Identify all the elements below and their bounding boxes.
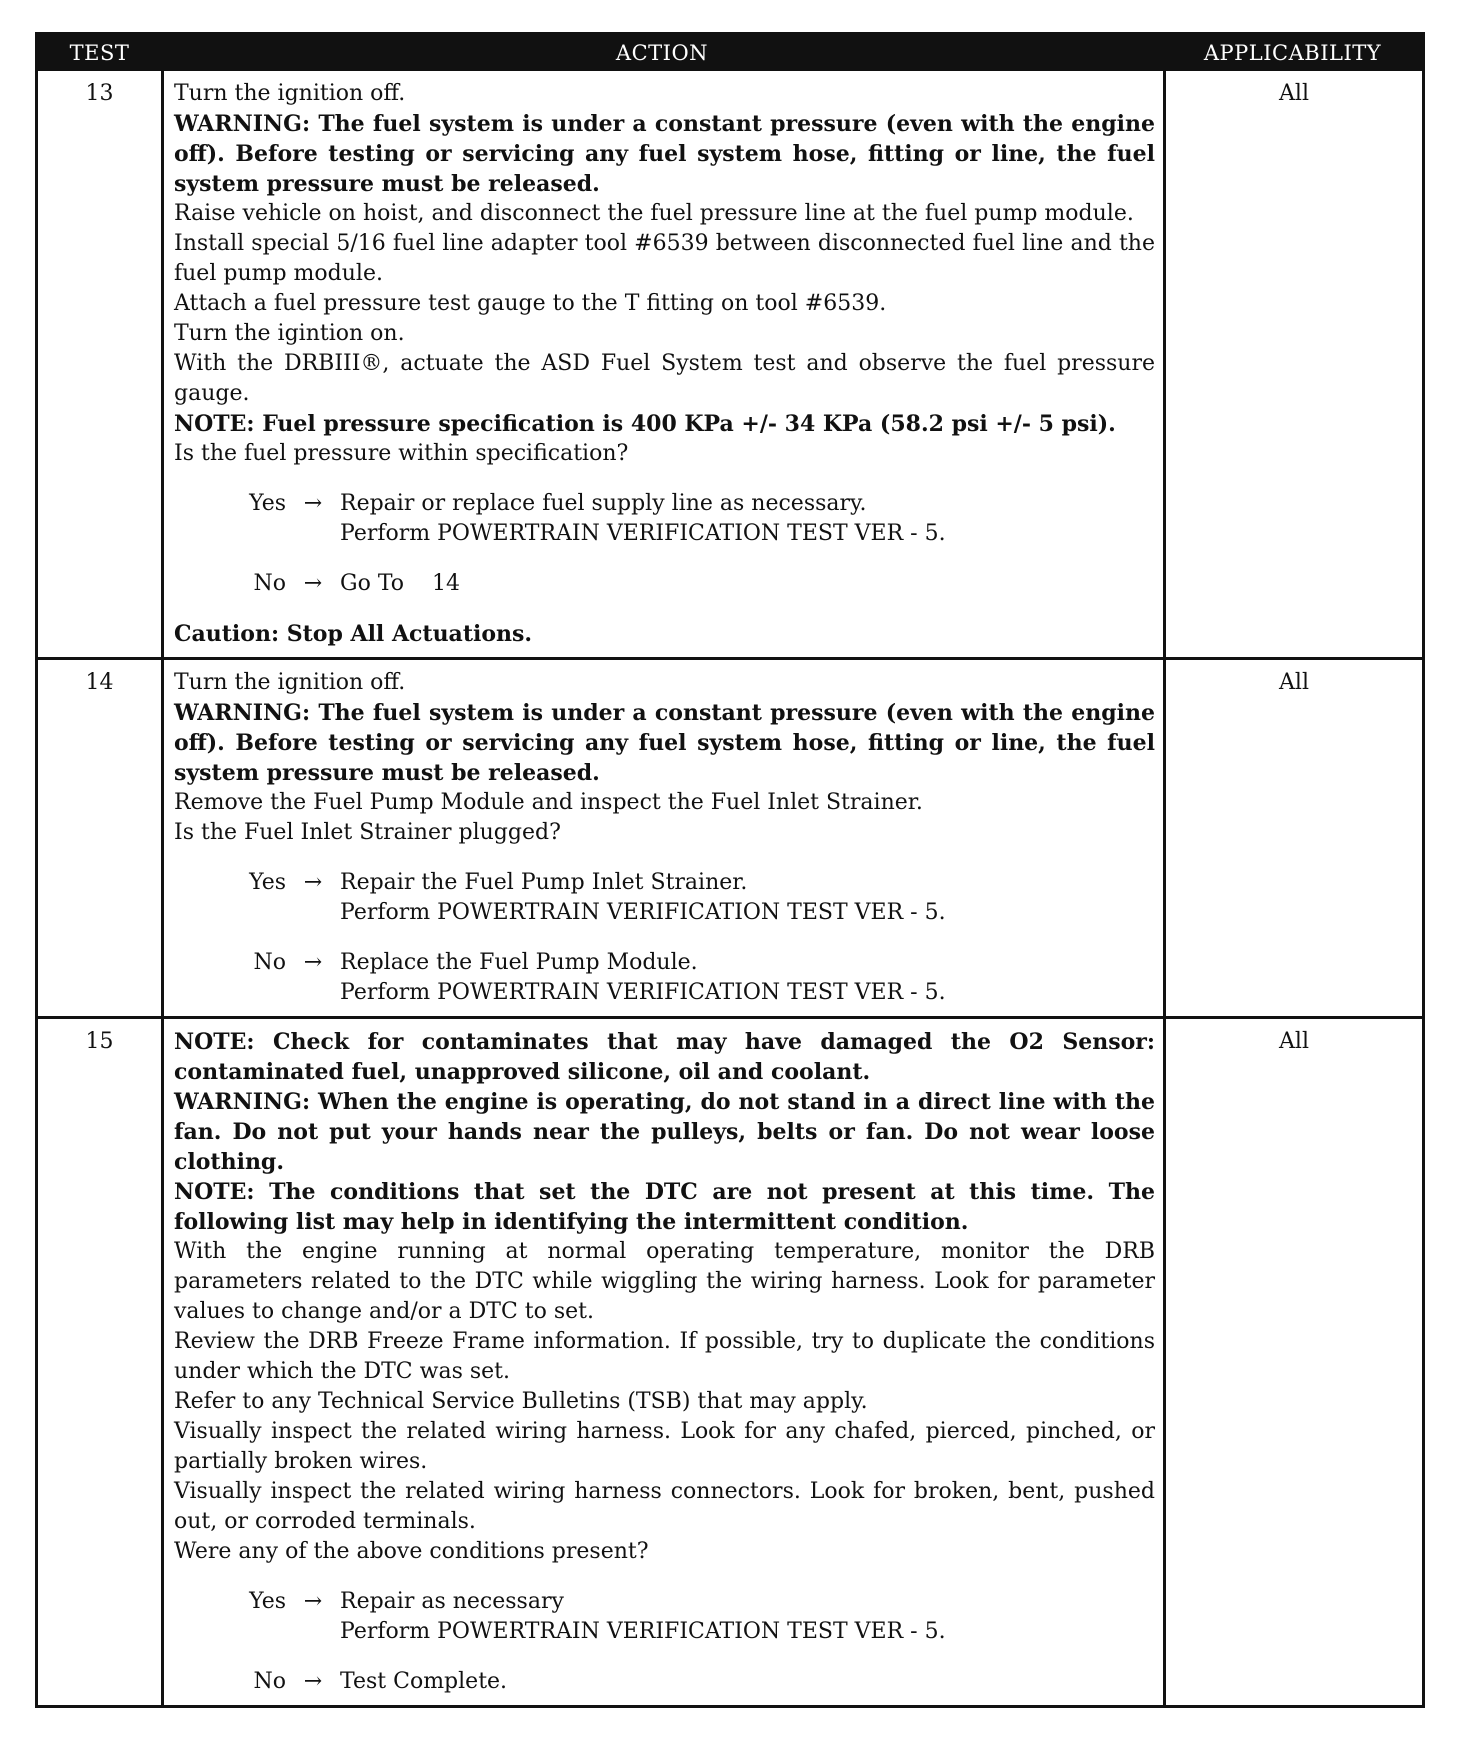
answer-branch bbox=[174, 1667, 1155, 1697]
answer-line: Repair as necessary bbox=[340, 1589, 564, 1614]
action-paragraph: Review the DRB Freeze Frame information. If possible, try to duplicate the conditions under which the DTC was set. bbox=[174, 1329, 1155, 1384]
answer-label: Yes bbox=[249, 870, 286, 895]
action-paragraph: WARNING: The fuel system is under a constant pressure (even with the engine off). Before testing or servicing any fuel system hose, fitting or line, the fuel system pressure must be released. bbox=[174, 700, 1155, 786]
applicability: All bbox=[1279, 670, 1309, 695]
answer-branch bbox=[174, 489, 1155, 549]
table-header bbox=[38, 35, 1422, 71]
answer-line: Replace the Fuel Pump Module. bbox=[340, 950, 698, 975]
action-paragraph: Turn the igintion on. bbox=[174, 321, 405, 346]
answer-branch bbox=[174, 1587, 1155, 1647]
answer-line: Test Complete. bbox=[340, 1669, 508, 1694]
answer-line: Perform POWERTRAIN VERIFICATION TEST VER - 5. bbox=[340, 900, 946, 925]
test-number: 13 bbox=[38, 71, 164, 657]
action-paragraph: Is the Fuel Inlet Strainer plugged? bbox=[174, 820, 561, 845]
test-number: 14 bbox=[38, 660, 164, 1016]
applicability: All bbox=[1279, 81, 1309, 106]
answer-branch bbox=[174, 868, 1155, 928]
table-row bbox=[38, 1016, 1422, 1705]
arrow-icon: → bbox=[303, 491, 323, 516]
test-number: 15 bbox=[38, 1019, 164, 1705]
action-paragraph: Visually inspect the related wiring harness. Look for any chafed, pierced, pinched, or partially broken wires. bbox=[174, 1419, 1155, 1474]
action-paragraph: NOTE: The conditions that set the DTC are not present at this time. The following list may help in identifying the intermittent condition. bbox=[174, 1179, 1155, 1235]
answer-branch bbox=[174, 569, 1155, 599]
answer-line: Perform POWERTRAIN VERIFICATION TEST VER - 5. bbox=[340, 521, 946, 546]
header-action: ACTION bbox=[615, 41, 709, 65]
diagnostic-test-table bbox=[35, 32, 1425, 1708]
arrow-icon: → bbox=[303, 950, 323, 975]
answer-label: Yes bbox=[249, 1589, 286, 1614]
action-paragraph: Turn the ignition off. bbox=[174, 670, 406, 695]
action-paragraph: Attach a fuel pressure test gauge to the T fitting on tool #6539. bbox=[174, 291, 887, 316]
table-row bbox=[38, 71, 1422, 657]
arrow-icon: → bbox=[303, 1589, 323, 1614]
arrow-icon: → bbox=[303, 571, 323, 596]
action-paragraph: NOTE: Check for contaminates that may have damaged the O2 Sensor: contaminated fuel, unapproved silicone, oil and coolant. bbox=[174, 1029, 1155, 1085]
action-paragraph: NOTE: Fuel pressure specification is 400 KPa +/- 34 KPa (58.2 psi +/- 5 psi). bbox=[174, 411, 1116, 437]
action-paragraph: Install special 5/16 fuel line adapter tool #6539 between disconnected fuel line and the fuel pump module. bbox=[174, 231, 1155, 286]
arrow-icon: → bbox=[303, 1669, 323, 1694]
table-row bbox=[38, 657, 1422, 1016]
action-paragraph: Visually inspect the related wiring harness connectors. Look for broken, bent, pushed out, or corroded terminals. bbox=[174, 1479, 1155, 1534]
action-paragraph: WARNING: The fuel system is under a constant pressure (even with the engine off). Before testing or servicing any fuel system hose, fitting or line, the fuel system pressure must be released. bbox=[174, 111, 1155, 197]
answer-label: No bbox=[253, 571, 286, 596]
answer-text bbox=[340, 1667, 1155, 1697]
action-cell bbox=[164, 71, 1166, 657]
answer-text bbox=[340, 569, 1155, 599]
action-cell bbox=[164, 660, 1166, 1016]
applicability: All bbox=[1279, 1029, 1309, 1054]
answer-branch bbox=[174, 948, 1155, 1008]
answer-text bbox=[340, 489, 1155, 549]
arrow-icon: → bbox=[303, 870, 323, 895]
answer-text bbox=[340, 948, 1155, 1008]
action-paragraph: Refer to any Technical Service Bulletins (TSB) that may apply. bbox=[174, 1389, 868, 1414]
answer-text bbox=[340, 1587, 1155, 1647]
table-body bbox=[38, 71, 1422, 1705]
header-test: TEST bbox=[69, 41, 130, 65]
action-paragraph: Remove the Fuel Pump Module and inspect the Fuel Inlet Strainer. bbox=[174, 790, 923, 815]
action-paragraph: Raise vehicle on hoist, and disconnect the fuel pressure line at the fuel pump module. bbox=[174, 201, 1134, 226]
caution-note: Caution: Stop All Actuations. bbox=[174, 621, 533, 647]
answer-line: Go To 14 bbox=[340, 571, 460, 596]
action-paragraph: Were any of the above conditions present? bbox=[174, 1539, 649, 1564]
answer-label: Yes bbox=[249, 491, 286, 516]
action-paragraph: With the DRBIII®, actuate the ASD Fuel System test and observe the fuel pressure gauge. bbox=[174, 351, 1155, 406]
answer-text bbox=[340, 868, 1155, 928]
answer-line: Perform POWERTRAIN VERIFICATION TEST VER - 5. bbox=[340, 1619, 946, 1644]
action-paragraph: With the engine running at normal operating temperature, monitor the DRB parameters related to the DTC while wiggling the wiring harness. Look for parameter values to change and/or a DTC to set. bbox=[174, 1239, 1155, 1324]
answer-line: Perform POWERTRAIN VERIFICATION TEST VER - 5. bbox=[340, 980, 946, 1005]
action-paragraph: Is the fuel pressure within specification? bbox=[174, 441, 629, 466]
answer-line: Repair the Fuel Pump Inlet Strainer. bbox=[340, 870, 748, 895]
action-paragraph: WARNING: When the engine is operating, do not stand in a direct line with the fan. Do not put your hands near the pulleys, belts or fan. Do not wear loose clothing. bbox=[174, 1089, 1155, 1175]
answer-label: No bbox=[253, 1669, 286, 1694]
action-paragraph: Turn the ignition off. bbox=[174, 81, 406, 106]
action-cell bbox=[164, 1019, 1166, 1705]
answer-line: Repair or replace fuel supply line as necessary. bbox=[340, 491, 867, 516]
header-applicability: APPLICABILITY bbox=[1203, 41, 1382, 65]
answer-label: No bbox=[253, 950, 286, 975]
